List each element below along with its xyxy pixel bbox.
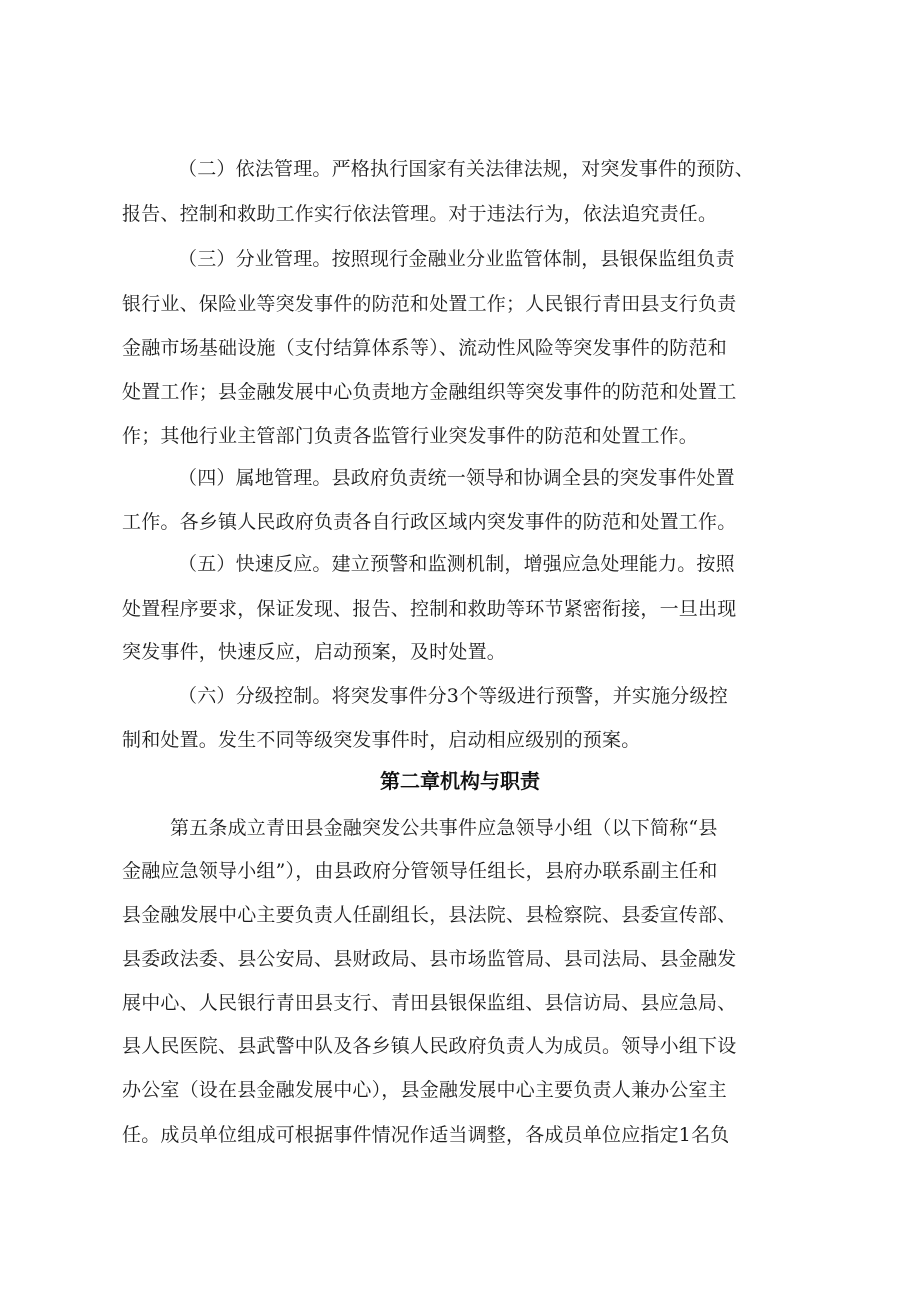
paragraph-line: （六）分级控制。将突发事件分3个等级进行预警，并实施分级控 [178, 685, 728, 707]
paragraph-line: 制和处置。发生不同等级突发事件时，启动相应级别的预案。 [122, 729, 641, 751]
article-line: 县人民医院、县武警中队及各乡镇人民政府负责人为成员。领导小组下设 [122, 1035, 737, 1057]
paragraph-line: 突发事件，快速反应，启动预案，及时处置。 [122, 641, 507, 663]
paragraph-line: 银行业、保险业等突发事件的防范和处置工作；人民银行青田县支行负责 [122, 293, 737, 315]
paragraph-line: 处置工作；县金融发展中心负责地方金融组织等突发事件的防范和处置工 [122, 381, 737, 403]
article-line: 县金融发展中心主要负责人任副组长，县法院、县检察院、县委宣传部、 [122, 904, 737, 926]
paragraph-line: （三）分业管理。按照现行金融业分业监管体制，县银保监组负责 [178, 248, 735, 270]
paragraph-line: 工作。各乡镇人民政府负责各自行政区域内突发事件的防范和处置工作。 [122, 511, 737, 533]
paragraph-line: 报告、控制和救助工作实行依法管理。对于违法行为，依法追究责任。 [122, 203, 718, 225]
article-line: 第五条成立青田县金融突发公共事件应急领导小组（以下简称“县 [170, 817, 718, 839]
article-line: 金融应急领导小组”），由县政府分管领导任组长，县府办联系副主任和 [122, 860, 718, 882]
article-line: 任。成员单位组成可根据事件情况作适当调整，各成员单位应指定1名负 [122, 1124, 730, 1146]
article-line: 办公室（设在县金融发展中心），县金融发展中心主要负责人兼办公室主 [122, 1079, 727, 1101]
paragraph-line: 作；其他行业主管部门负责各监管行业突发事件的防范和处置工作。 [122, 425, 699, 447]
paragraph-line: （四）属地管理。县政府负责统一领导和协调全县的突发事件处置 [178, 467, 735, 489]
paragraph-line: 处置程序要求，保证发现、报告、控制和救助等环节紧密衔接，一旦出现 [122, 598, 737, 620]
paragraph-line: 金融市场基础设施（支付结算体系等）、流动性风险等突发事件的防范和 [122, 337, 727, 359]
chapter-heading: 第二章机构与职责 [380, 769, 540, 793]
paragraph-line: （五）快速反应。建立预警和监测机制，增强应急处理能力。按照 [178, 553, 735, 575]
article-line: 县委政法委、县公安局、县财政局、县市场监管局、县司法局、县金融发 [122, 948, 737, 970]
article-line: 展中心、人民银行青田县支行、青田县银保监组、县信访局、县应急局、 [122, 992, 737, 1014]
paragraph-line: （二）依法管理。严格执行国家有关法律法规，对突发事件的预防、 [178, 158, 755, 180]
